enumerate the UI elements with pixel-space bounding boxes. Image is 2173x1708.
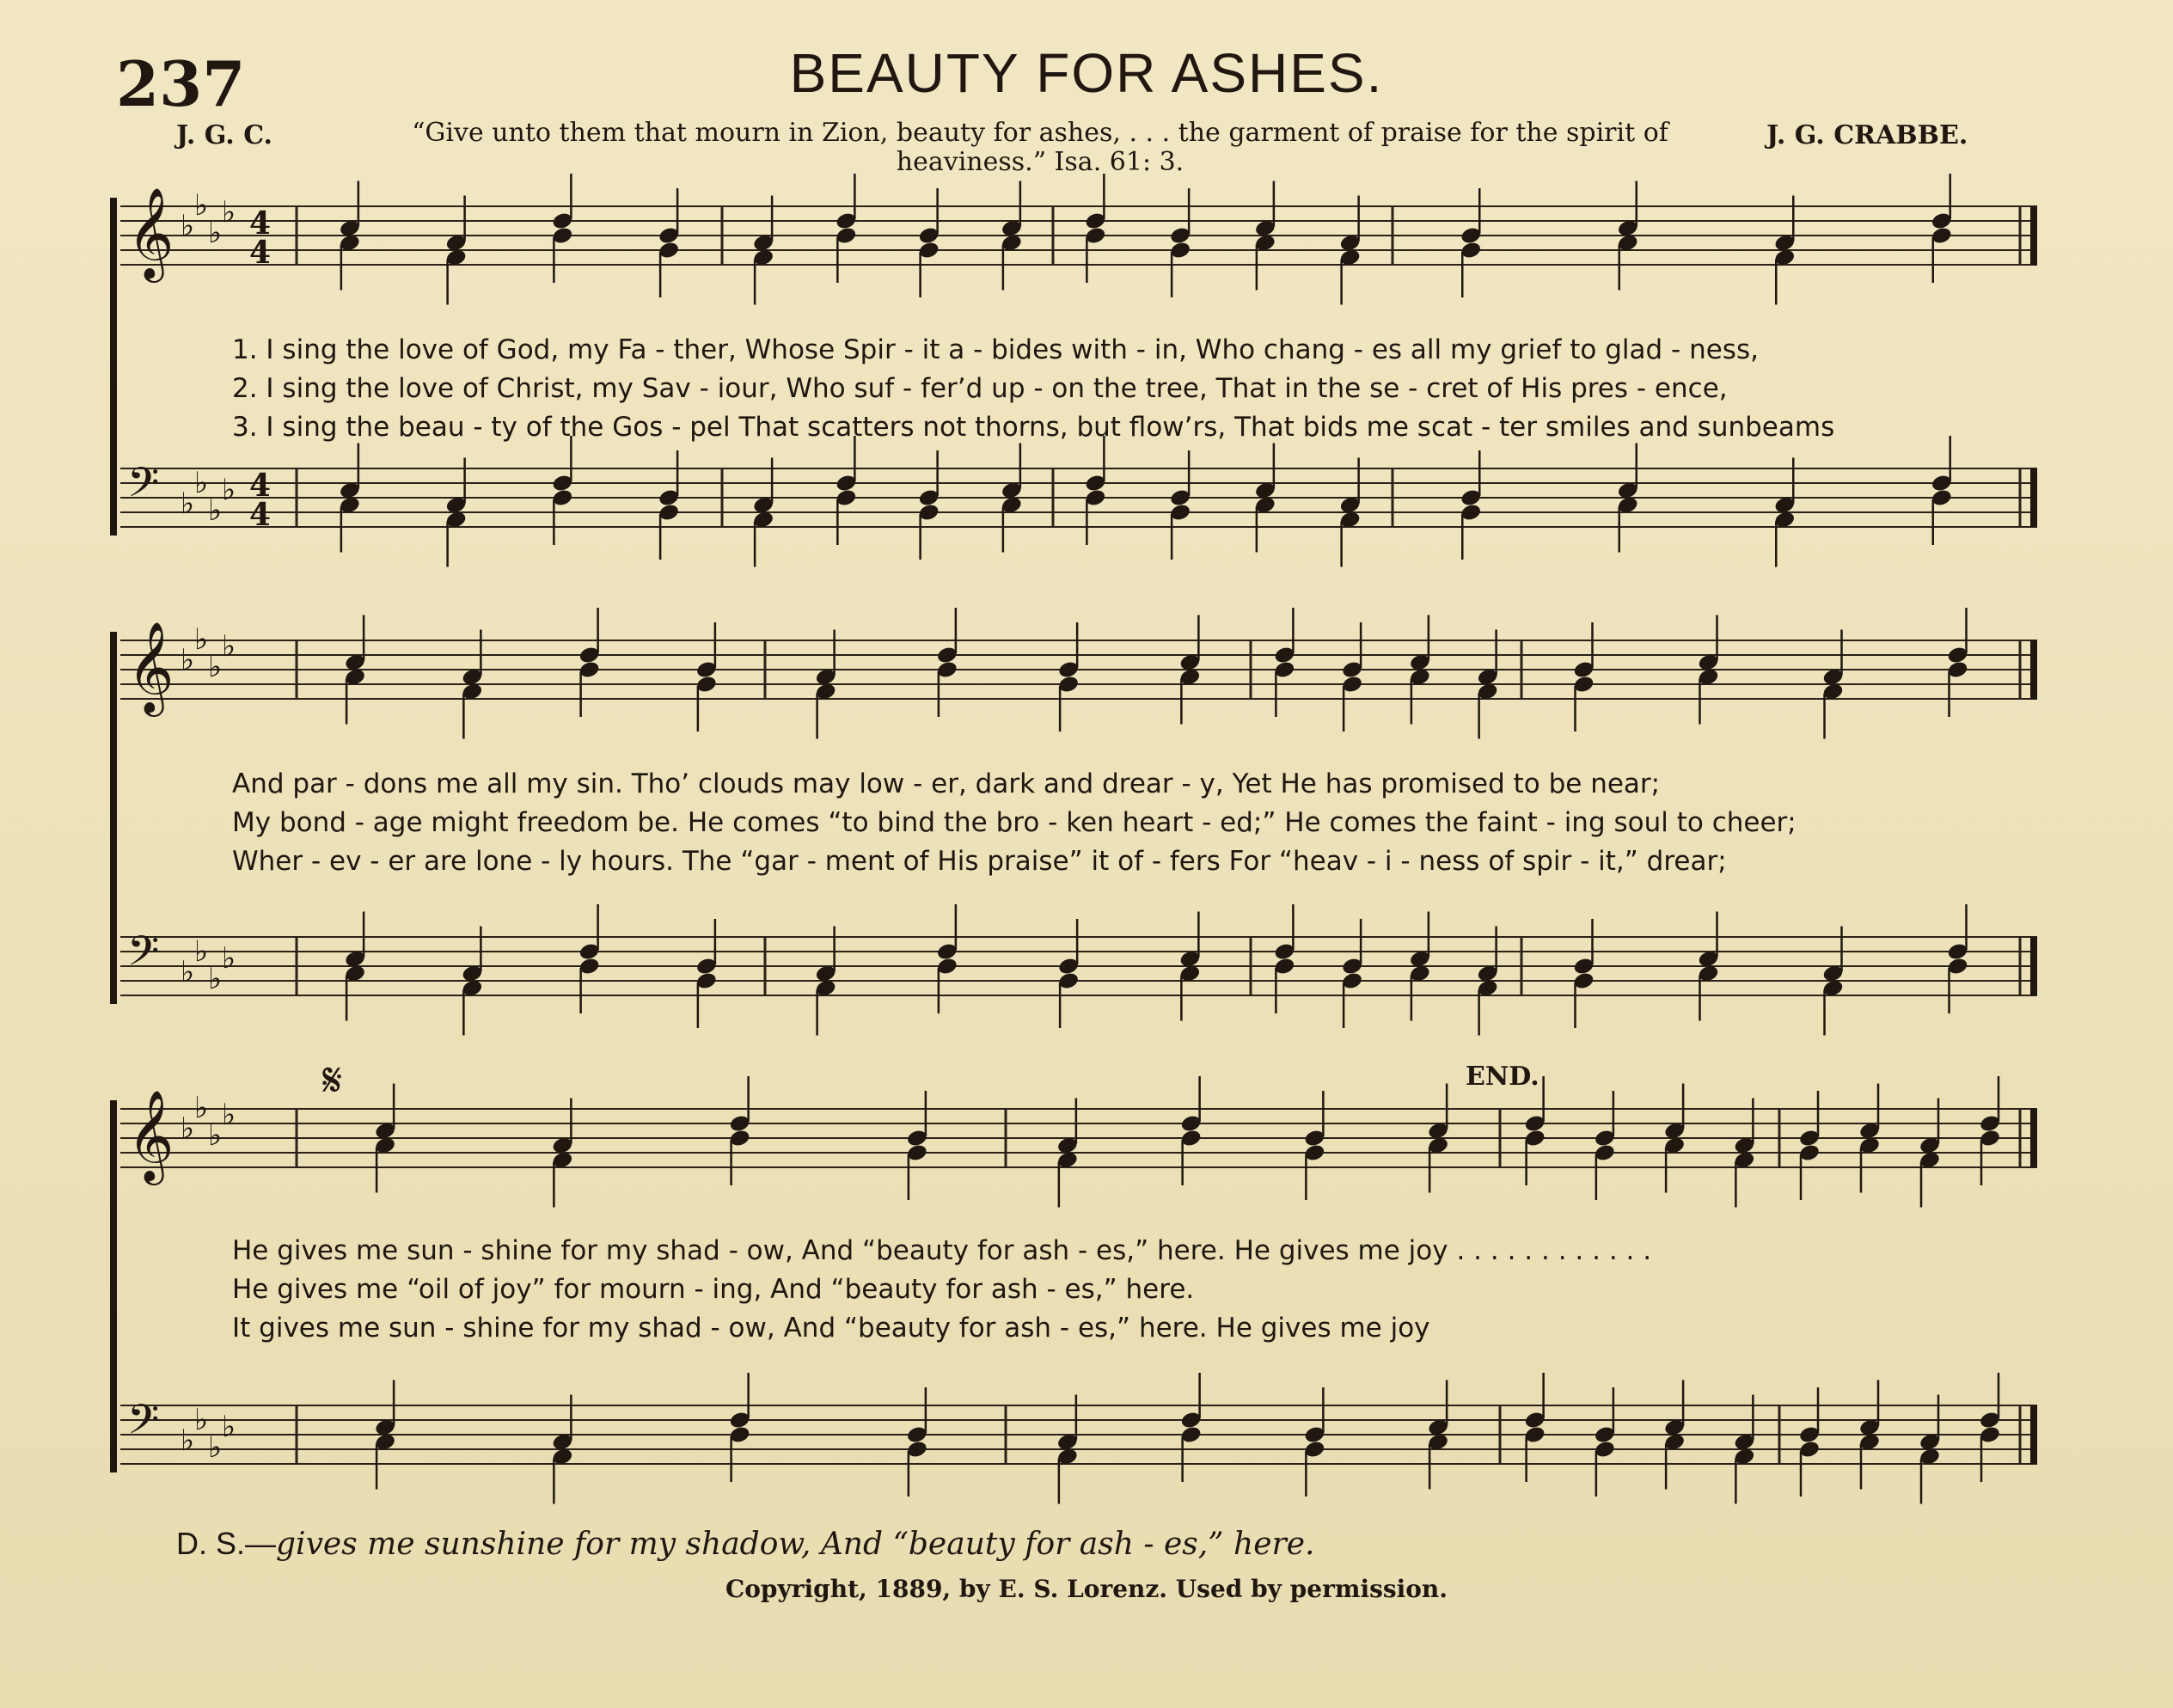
composer-name: J. G. CRABBE. — [1766, 120, 1968, 150]
end-marker: END. — [1466, 1062, 1539, 1092]
flat-icon: ♭ — [208, 650, 223, 684]
verse-3-line: Wher - ev - er are lone - ly hours. The “gar - ment of His praise” it of - fers For “heav - i - ness of spir - it,” drear; — [232, 846, 1727, 877]
final-bar — [2030, 1109, 2037, 1167]
final-bar — [2030, 1405, 2037, 1464]
flat-icon: ♭ — [181, 1423, 195, 1458]
ds-text: gives me sunshine for my shadow, And “beauty for ash - es,” here. — [276, 1527, 1315, 1562]
flat-icon: ♭ — [222, 941, 236, 976]
scripture-epigraph: “Give unto them that mourn in Zion, beauty for ashes, . . . the garment of praise for the spirit of heaviness.” Isa. 61: 3. — [412, 118, 1668, 177]
flat-icon: ♭ — [222, 1098, 236, 1132]
verse-1-line: He gives me sun - shine for my shad - ow, And “beauty for ash - es,” here. He gives me joy . . . . . . . . . . . . — [232, 1235, 1652, 1266]
flat-icon: ♭ — [222, 1410, 236, 1444]
verse-3-line: It gives me sun - shine for my shad - ow, And “beauty for ash - es,” here. He gives me joy — [232, 1313, 1430, 1344]
verse-3-line: 3. I sing the beau - ty of the Gos - pel That scatters not thorns, but flow’rs, That bids me scat - ter smiles and sunbeams — [232, 412, 1835, 443]
dal-segno-instruction — [176, 1526, 1314, 1562]
lyricist-initials: J. G. C. — [176, 120, 272, 150]
flat-icon: ♭ — [208, 216, 223, 250]
flat-icon: ♭ — [194, 934, 209, 969]
flat-icon: ♭ — [181, 955, 195, 989]
verse-1-line: And par - dons me all my sin. Tho’ clouds may low - er, dark and drear - y, Yet He has promised to be near; — [232, 768, 1661, 799]
flat-icon: ♭ — [222, 629, 236, 664]
flat-icon: ♭ — [222, 195, 236, 230]
time-signature: 4 — [249, 497, 272, 533]
bass-clef-icon: 𝄢 — [127, 458, 160, 517]
system-bracket — [110, 1100, 117, 1472]
segno-sign: 𝄋 — [322, 1053, 343, 1107]
treble-clef-icon: 𝄞 — [127, 621, 174, 713]
flat-icon: ♭ — [222, 473, 236, 507]
copyright-notice: Copyright, 1889, by E. S. Lorenz. Used by permission. — [725, 1575, 1448, 1603]
bass-clef-icon: 𝄢 — [127, 927, 160, 985]
flat-icon: ♭ — [181, 209, 195, 243]
flat-icon: ♭ — [194, 1091, 209, 1125]
flat-icon: ♭ — [194, 188, 209, 223]
time-signature: 4 — [249, 235, 272, 271]
lyrics-block-3 — [232, 1232, 2123, 1348]
time-signature: 4 — [249, 205, 272, 242]
verse-2-line: He gives me “oil of joy” for mourn - ing, And “beauty for ash - es,” here. — [232, 1274, 1195, 1305]
verse-2-line: My bond - age might freedom be. He comes “to bind the bro - ken heart - ed;” He comes the faint - ing soul to cheer; — [232, 807, 1797, 838]
ds-abbreviation: D. S.— — [176, 1526, 277, 1561]
flat-icon: ♭ — [181, 1111, 195, 1146]
flat-icon: ♭ — [208, 1118, 223, 1153]
flat-icon: ♭ — [181, 487, 195, 521]
flat-icon: ♭ — [194, 466, 209, 500]
hymn-title: BEAUTY FOR ASHES. — [789, 42, 1384, 104]
flat-icon: ♭ — [181, 643, 195, 677]
treble-clef-icon: 𝄞 — [127, 1089, 174, 1181]
verse-2-line: 2. I sing the love of Christ, my Sav - iour, Who suf - fer’d up - on the tree, That in the se - cret of His pres - ence, — [232, 373, 1728, 404]
flat-icon: ♭ — [208, 962, 223, 996]
flat-icon: ♭ — [194, 622, 209, 657]
time-signature: 4 — [249, 468, 272, 504]
flat-icon: ♭ — [208, 493, 223, 528]
hymn-number: 237 — [116, 47, 246, 120]
flat-icon: ♭ — [194, 1403, 209, 1437]
flat-icon: ♭ — [208, 1430, 223, 1465]
treble-clef-icon: 𝄞 — [127, 187, 174, 279]
bass-clef-icon: 𝄢 — [127, 1395, 160, 1454]
verse-1-line: 1. I sing the love of God, my Fa - ther, Whose Spir - it a - bides with - in, Who chang - es all my grief to glad - ness, — [232, 334, 1759, 365]
